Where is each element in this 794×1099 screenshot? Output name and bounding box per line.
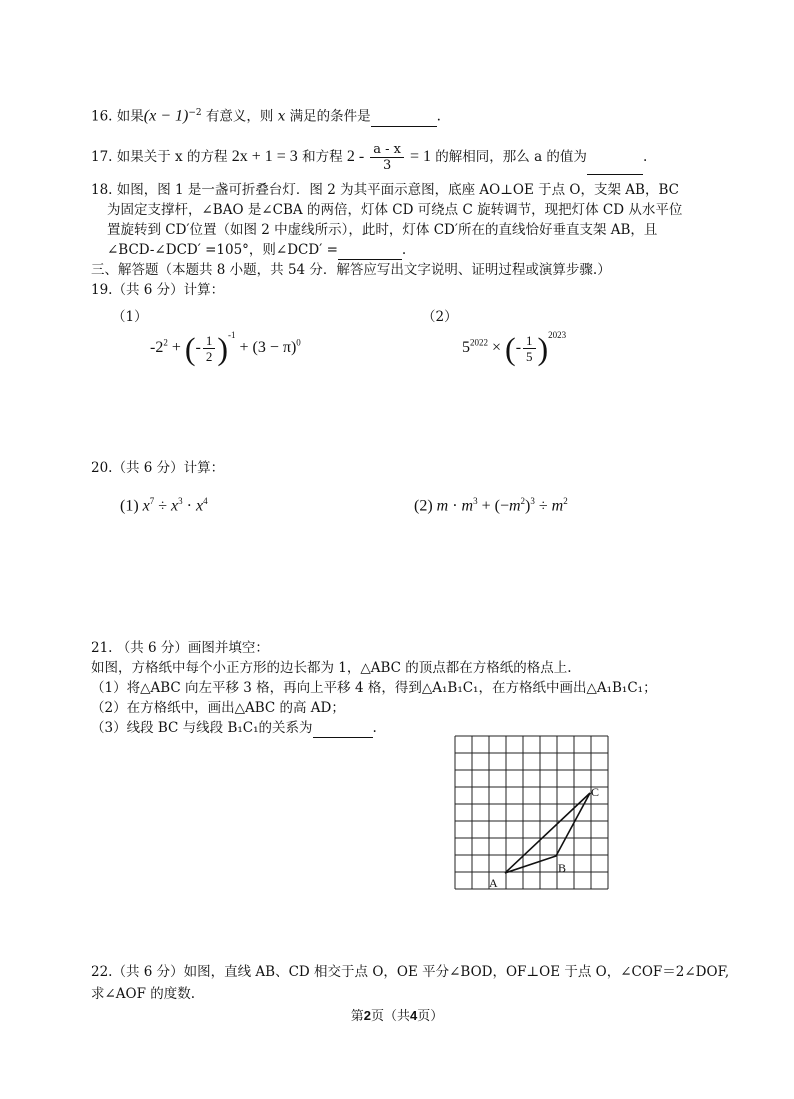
question-21-step3 [91, 719, 377, 738]
q16-suffix: 有意义，则 [201, 108, 278, 125]
q19-p1-num: 1 [203, 333, 216, 349]
section-heading: 三、解答题（本题共 8 小题，共 54 分．解答应写出文字说明、证明过程或演算步骤.） [91, 262, 611, 278]
footer-post: 页） [417, 1009, 444, 1024]
q19-p2-base: 5 [462, 339, 470, 356]
q19-p2-neg: - [515, 339, 522, 356]
q20-p2-close: ) [525, 497, 531, 515]
q19-p1-a: -2 [150, 339, 164, 356]
q20-p2-op1: · [448, 497, 462, 515]
q20-p2-e2: 3 [473, 496, 478, 506]
q16-prefix: 16. 如果 [91, 108, 144, 125]
q20-p2-label: (2) [414, 497, 437, 515]
q19-p1-plus2: + (3 − π) [235, 339, 297, 356]
q16-suffix2: 满足的条件是 [285, 108, 371, 125]
question-18-line1: 18. 如图，图 1 是一盏可折叠台灯．图 2 为其平面示意图，底座 AO⊥OE 于点 O，支架 AB，BC [91, 182, 679, 198]
q19-p2-exp: 2023 [548, 330, 567, 340]
q16-exponent: −2 [188, 108, 202, 118]
q20-p2-op2: + (− [477, 497, 509, 515]
question-20-title: 20.（共 6 分）计算： [91, 460, 225, 476]
q19-p1-neg: - [195, 339, 201, 356]
q19-p2-den: 5 [526, 348, 533, 364]
q21-step3-text: （3）线段 BC 与线段 B₁C₁的关系为 [91, 720, 313, 736]
label-c: C [591, 785, 600, 799]
q17-num: a - x [370, 142, 404, 158]
q20-p1-op2: · [182, 497, 196, 515]
q20-p1-label: (1) [120, 497, 143, 515]
question-21-step1: （1）将△ABC 向左平移 3 格，再向上平移 4 格，得到△A₁B₁C₁，在方格纸中画出△A₁B₁C₁； [91, 680, 657, 696]
q16-var: x [277, 108, 286, 125]
q19-part1-expr [150, 317, 301, 366]
question-17 [91, 140, 647, 175]
q21-step3-end: . [372, 720, 377, 736]
q19-p2-num: 1 [523, 333, 536, 349]
q20-p1-e1: 7 [149, 496, 155, 506]
q20-p2-op3: ÷ [534, 497, 552, 515]
answer-blank[interactable] [313, 719, 373, 738]
q20-p2-e4: 3 [530, 496, 535, 506]
answer-blank[interactable] [371, 108, 437, 127]
footer-mid: 页（共 [370, 1009, 410, 1024]
q20-p1-t3: x [195, 497, 204, 515]
triangle-abc [505, 793, 590, 873]
q20-p1-t1: x [142, 497, 150, 515]
q20-p2-t2: m [461, 497, 474, 515]
question-18-line4 [107, 241, 406, 260]
q20-part1 [120, 492, 208, 515]
q17-prefix: 17. 如果关于 x 的方程 [91, 149, 232, 165]
q18-line4-text: ∠BCD-∠DCD′ =105°，则∠DCD′ = [107, 242, 338, 258]
q19-p1-plus1: + [167, 339, 185, 356]
label-b: B [558, 861, 567, 875]
footer-page-number: 2 [363, 1008, 371, 1023]
q20-part2 [414, 492, 568, 515]
q19-part2-expr [462, 317, 566, 366]
q19-p1-a-exp: 2 [163, 337, 168, 348]
right-paren: ) [537, 330, 549, 367]
q19-p1-exp1: -1 [228, 330, 236, 340]
q17-den: 3 [382, 158, 392, 173]
q19-part1-label: （1） [112, 309, 148, 325]
q19-p1-den: 2 [205, 348, 213, 364]
page-footer [0, 1005, 794, 1024]
q17-end: . [642, 149, 648, 165]
question-22-line1: 22.（共 6 分）如图，直线 AB、CD 相交于点 O，OE 平分∠BOD，OF⊥OE 于点 O，∠COF＝2∠DOF, [91, 964, 730, 980]
q17-rhs: = 1 [405, 148, 431, 165]
q20-p2-e5: 2 [563, 496, 568, 506]
right-paren: ) [217, 330, 228, 367]
q20-p2-t1: m [436, 497, 449, 515]
question-18-line3: 置旋转到 CD′位置（如图 2 中虚线所示），此时，灯体 CD′所在的直线恰好垂直支架 AB，且 [107, 222, 658, 238]
grid-figure [448, 730, 618, 892]
q20-p1-op1: ÷ [154, 497, 172, 515]
answer-blank[interactable] [338, 241, 402, 260]
q16-end: . [436, 108, 441, 125]
q20-p1-e2: 3 [178, 496, 183, 506]
q18-end: . [401, 242, 407, 258]
q20-p1-t2: x [171, 497, 179, 515]
question-21-title: 21. （共 6 分）画图并填空： [91, 640, 269, 656]
q19-p2-times: × [488, 339, 506, 356]
q20-p1-e3: 4 [203, 496, 208, 506]
q20-p2-t3: m [508, 497, 521, 515]
q16-expr: (x − 1) [143, 107, 189, 125]
q17-mid: 和方程 [297, 149, 347, 165]
footer-total-pages: 4 [410, 1008, 418, 1023]
q17-suffix: 的解相同，那么 a 的值为 [431, 149, 587, 165]
grid-lines [455, 736, 608, 889]
q19-p2-fraction [523, 333, 536, 364]
q19-p1-fraction [203, 333, 216, 364]
question-22-line2: 求∠AOF 的度数. [91, 986, 196, 1002]
footer-pre: 第 [350, 1009, 364, 1024]
q19-p1-exp2: 0 [296, 337, 301, 348]
question-18-line2: 为固定支撑杆，∠BAO 是∠CBA 的两倍，灯体 CD 可绕点 C 旋转调节，现把灯体 CD 从水平位 [107, 202, 683, 218]
left-paren: ( [184, 330, 196, 367]
question-16 [91, 104, 441, 127]
q20-p2-e3: 2 [520, 496, 526, 506]
q17-eq1: 2x + 1 = 3 [231, 148, 298, 165]
label-a: A [489, 876, 498, 890]
question-21-intro: 如图，方格纸中每个小正方形的边长都为 1，△ABC 的顶点都在方格纸的格点上. [91, 660, 572, 676]
left-paren: ( [505, 330, 516, 367]
q19-part2-label: （2） [422, 309, 458, 325]
answer-blank[interactable] [587, 140, 643, 175]
q19-p2-base-exp: 2022 [470, 337, 488, 348]
q17-fraction [370, 142, 404, 173]
question-19-title: 19.（共 6 分）计算： [91, 282, 225, 298]
question-21-step2: （2）在方格纸中，画出△ABC 的高 AD； [91, 700, 345, 716]
q17-lead: 2 - [346, 148, 369, 165]
q20-p2-t4: m [551, 497, 564, 515]
